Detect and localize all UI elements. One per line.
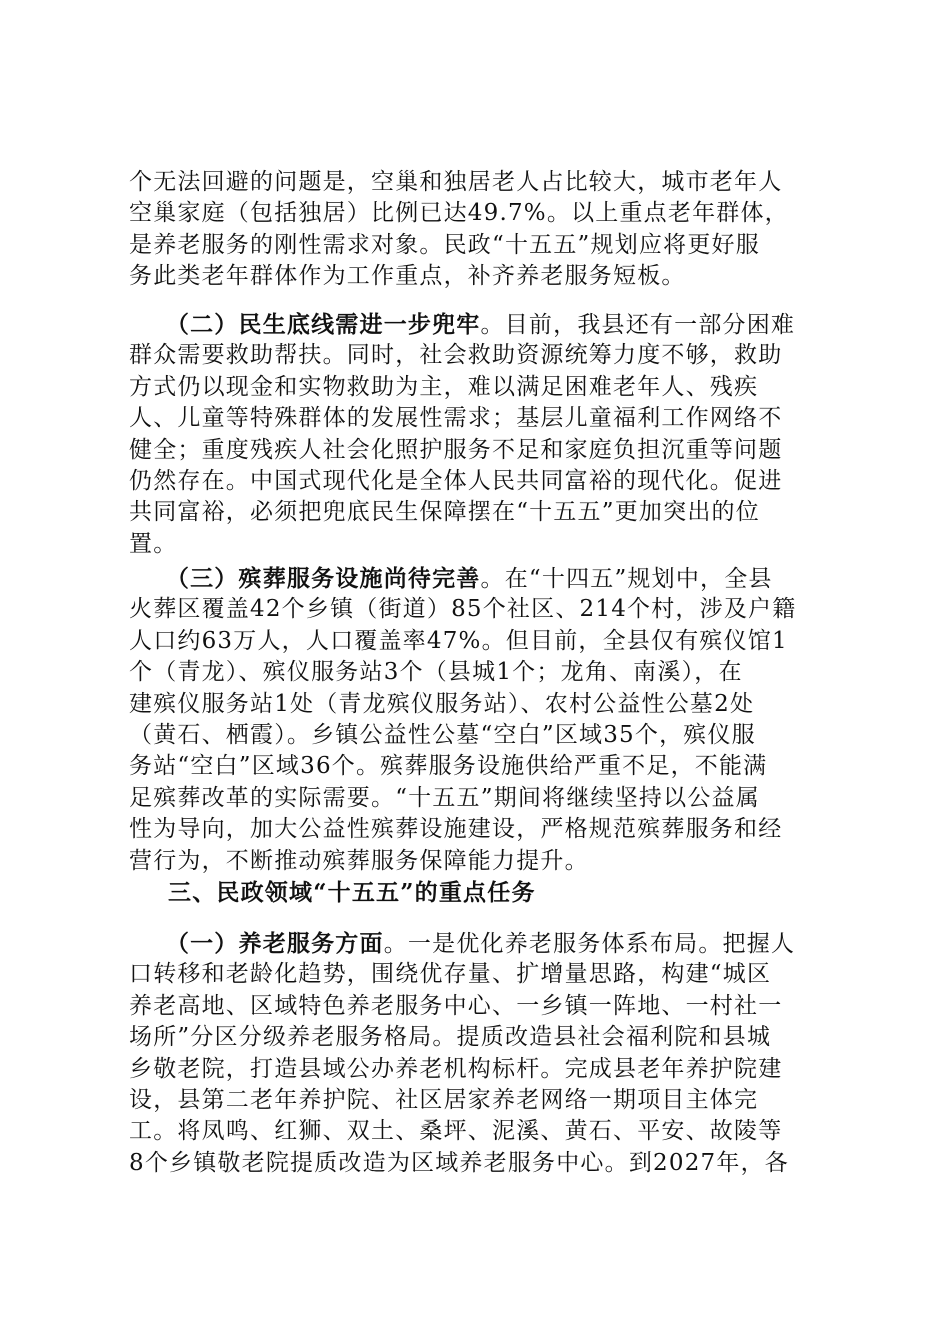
paragraph-2-lead: （二）民生底线需进一步兜牢	[177, 311, 481, 338]
paragraph-3-line: 个（青龙）、殡仪服务站3个（县城1个；龙角、南溪），在	[129, 659, 743, 686]
paragraph-2-line: 群众需要救助帮扶。同时，社会救助资源统筹力度不够，救助	[129, 342, 783, 369]
paragraph-4-line: 设，县第二老年养护院、社区居家养老网络一期项目主体完	[129, 1086, 759, 1113]
section-heading: 三、民政领域“十五五”的重点任务	[168, 879, 536, 906]
paragraph-4-first-line-rest: 。一是优化养老服务体系布局。把握人	[383, 931, 796, 957]
paragraph-2-line: 仍然存在。中国式现代化是全体人民共同富裕的现代化。促进	[129, 467, 783, 494]
paragraph-1-line: 空巢家庭（包括独居）比例已达49.7%。以上重点老年群体，	[129, 200, 789, 227]
paragraph-2-line: 健全；重度残疾人社会化照护服务不足和家庭负担沉重等问题	[129, 436, 783, 463]
paragraph-4-line: 8个乡镇敬老院提质改造为区域养老服务中心。到2027年，各	[129, 1149, 789, 1176]
paragraph-3-lead: （三）殡葬服务设施尚待完善	[177, 565, 481, 592]
paragraph-3-line: 人口约63万人，人口覆盖率47%。但目前，全县仅有殡仪馆1	[129, 627, 788, 654]
paragraph-2-line: 共同富裕，必须把兜底民生保障摆在“十五五”更加突出的位	[129, 499, 760, 526]
paragraph-4-first-line	[129, 928, 829, 959]
paragraph-2	[129, 309, 829, 560]
paragraph-2-line: 方式仍以现金和实物救助为主，难以满足困难老年人、残疾	[129, 373, 759, 400]
paragraph-1-line: 务此类老年群体作为工作重点，补齐养老服务短板。	[129, 263, 686, 290]
paragraph-2-line: 置。	[129, 530, 178, 557]
paragraph-1-line: 个无法回避的问题是，空巢和独居老人占比较大，城市老年人	[129, 169, 783, 195]
paragraph-3	[129, 563, 829, 877]
paragraph-4-line: 工。将凤鸣、红狮、双土、桑坪、泥溪、黄石、平安、故陵等	[129, 1118, 783, 1145]
paragraph-1-line: 是养老服务的刚性需求对象。民政“十五五”规划应将更好服	[129, 231, 760, 258]
paragraph-4-line: 乡敬老院，打造县域公办养老机构标杆。完成县老年养护院建	[129, 1055, 783, 1082]
paragraph-1	[129, 167, 829, 293]
paragraph-3-line: 足殡葬改革的实际需要。“十五五”期间将继续坚持以公益属	[129, 784, 760, 811]
paragraph-3-line: （黄石、栖霞）。乡镇公益性公墓“空白”区域35个，殡仪服	[129, 721, 756, 748]
paragraph-2-line: 人、儿童等特殊群体的发展性需求；基层儿童福利工作网络不	[129, 405, 783, 432]
paragraph-3-line: 建殡仪服务站1处（青龙殡仪服务站）、农村公益性公墓2处	[129, 690, 755, 717]
paragraph-4-line: 养老高地、区域特色养老服务中心、一乡镇一阵地、一村社一	[129, 992, 783, 1019]
paragraph-3-first-line-rest: 。在“十四五”规划中，全县	[480, 566, 773, 592]
paragraph-2-first-line-rest: 。目前，我县还有一部分困难	[480, 312, 796, 338]
paragraph-4-line: 场所”分区分级养老服务格局。提质改造县社会福利院和县城	[129, 1024, 772, 1051]
paragraph-2-first-line	[129, 309, 829, 340]
paragraph-3-line: 性为导向，加大公益性殡葬设施建设，严格规范殡葬服务和经	[129, 816, 783, 843]
paragraph-3-line: 务站“空白”区域36个。殡葬服务设施供给严重不足，不能满	[129, 753, 768, 780]
paragraph-3-line: 营行为，不断推动殡葬服务保障能力提升。	[129, 847, 589, 874]
paragraph-4	[129, 928, 829, 1179]
paragraph-4-lead: （一）养老服务方面	[177, 930, 384, 957]
paragraph-3-first-line	[129, 563, 829, 594]
paragraph-3-line: 火葬区覆盖42个乡镇（街道）85个社区、214个村，涉及户籍	[129, 596, 797, 623]
paragraph-4-line: 口转移和老龄化趋势，围绕优存量、扩增量思路，构建“城区	[129, 961, 772, 988]
